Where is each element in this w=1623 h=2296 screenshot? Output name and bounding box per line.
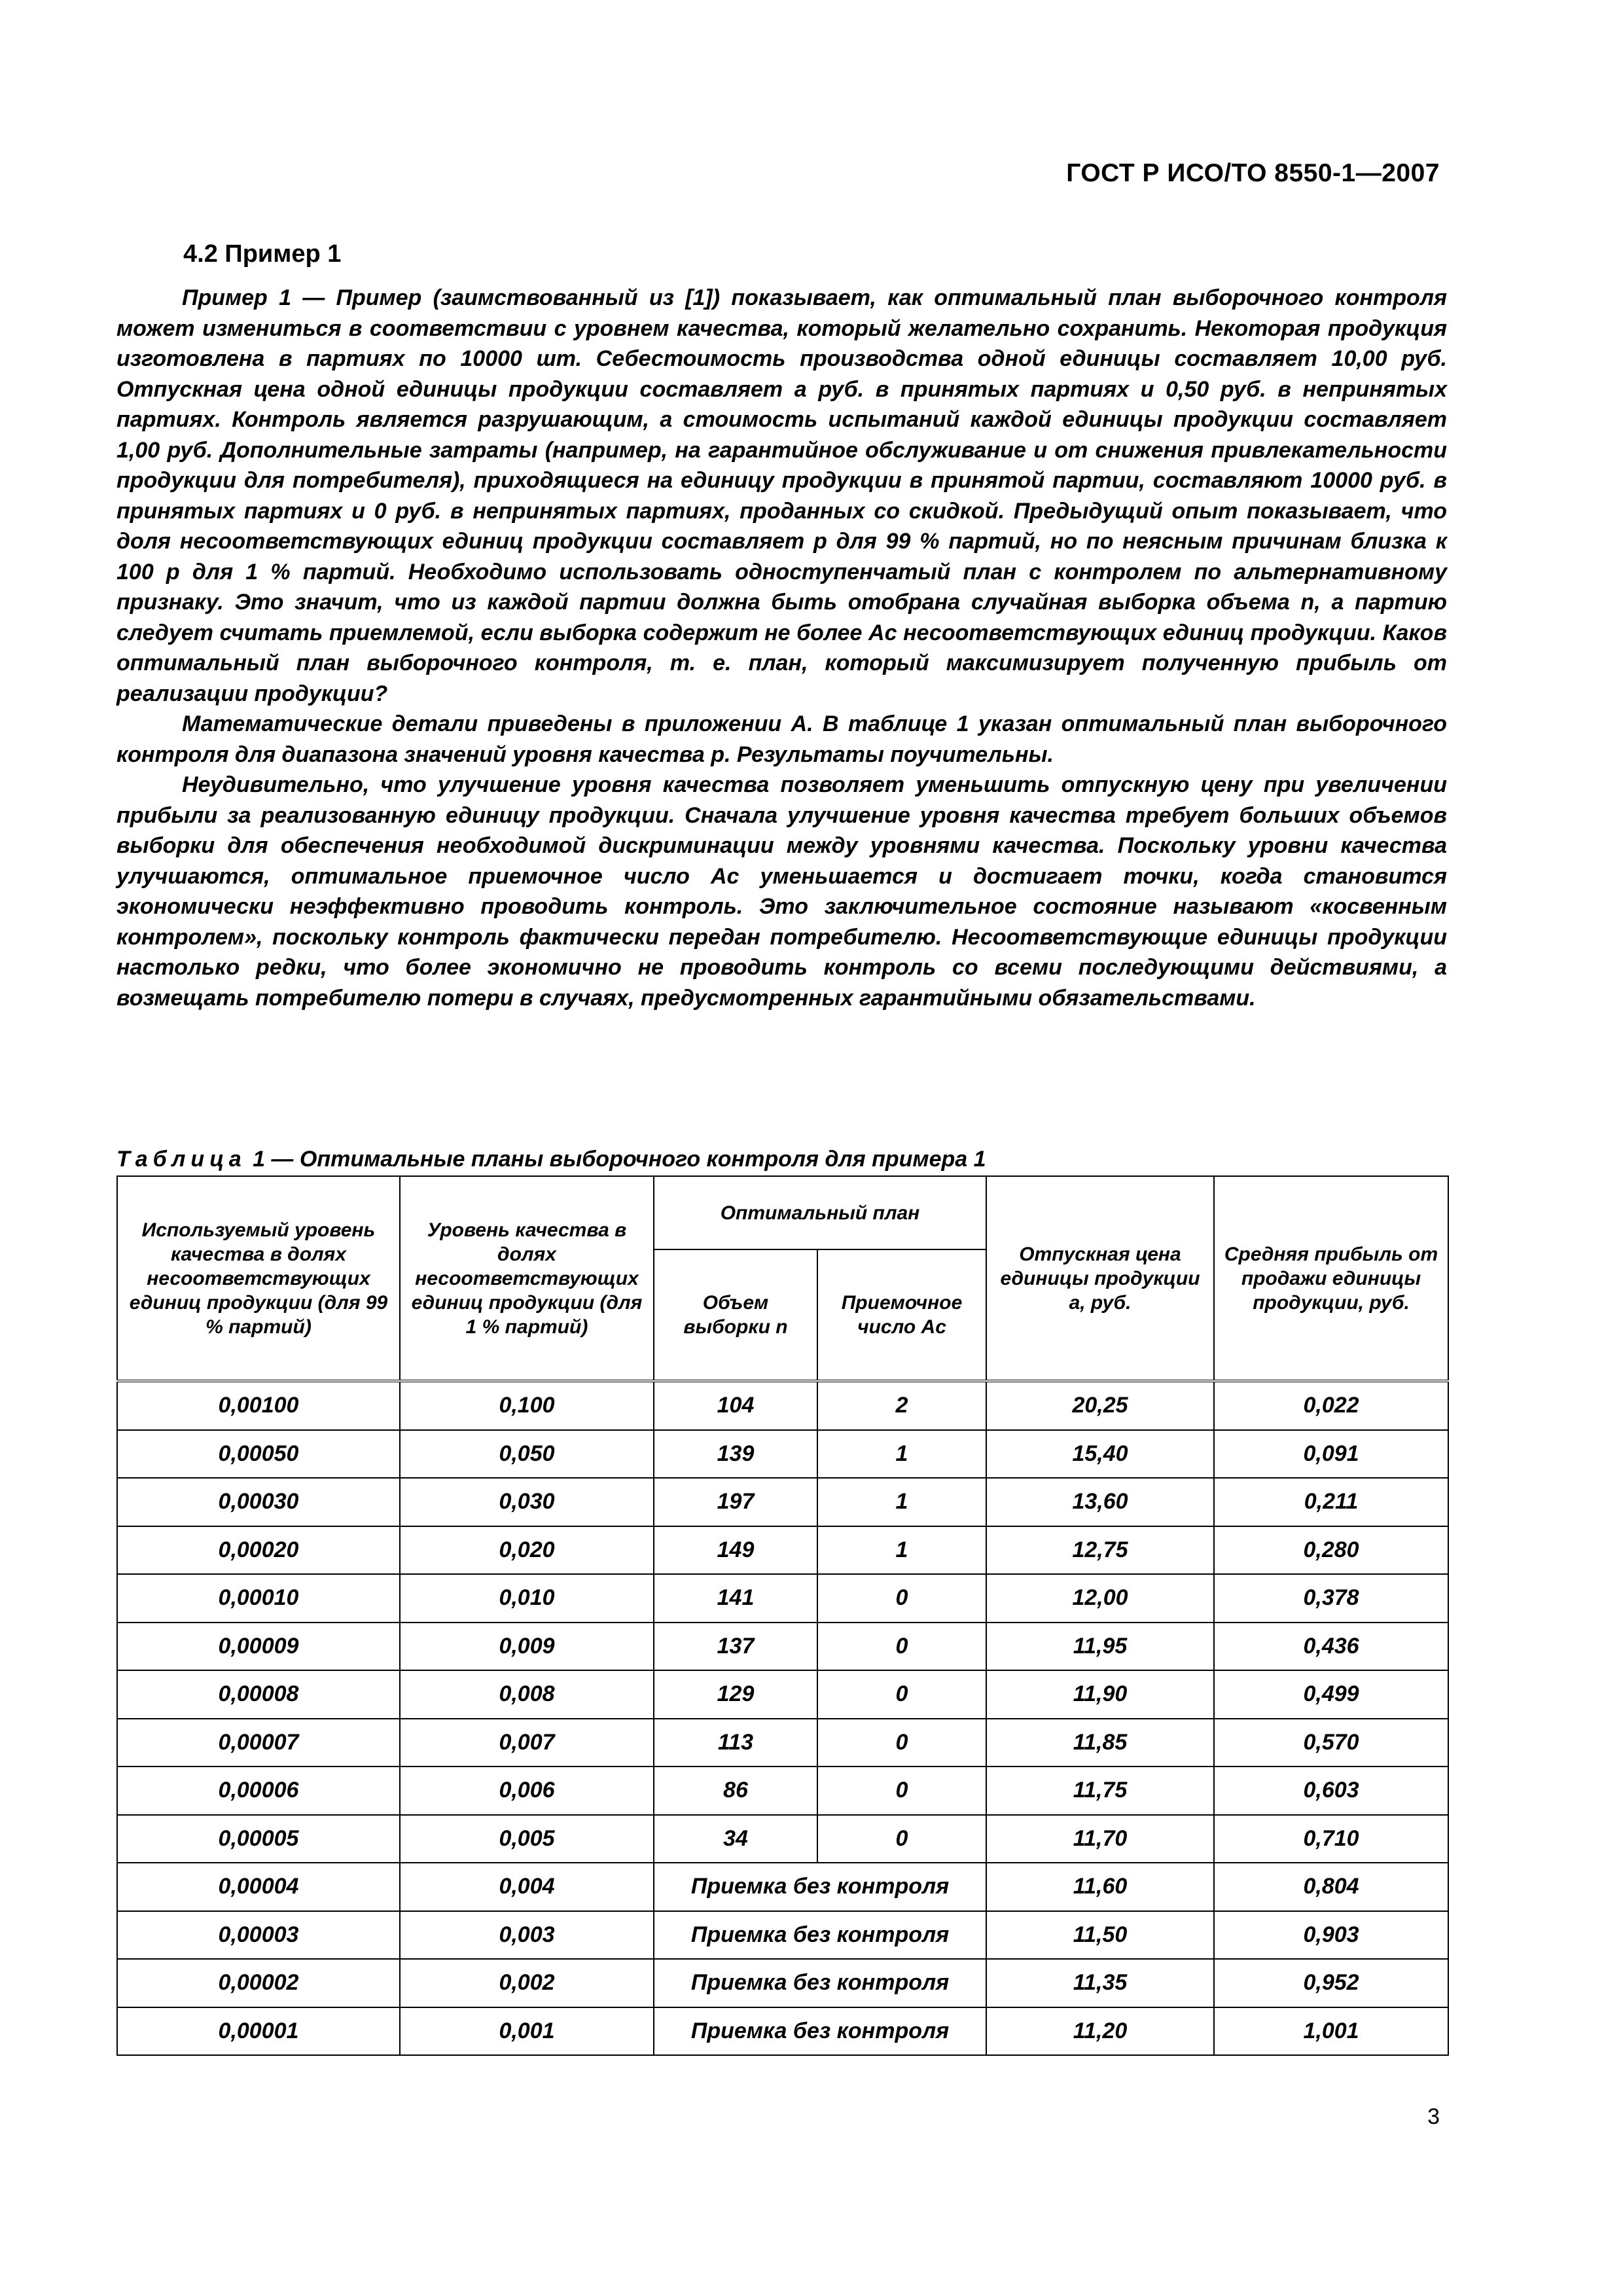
paragraph-conclusion: Неудивительно, что улучшение уровня качества позволяет уменьшить отпускную цену при увеличении прибыли за реализованную единицу продукции. Сначала улучшение уровня качества требует больших объемов выборки для обеспечения необходимой дискриминации между уровнями качества. Поскольку уровни качества улучшаются, оптимальное приемочное число Ac уменьшается и достигает точки, когда становится экономически неэффективно проводить контроль. Это заключительное состояние называют «косвенным контролем», поскольку контроль фактически передан потребителю. Несоответствующие единицы продукции настолько редки, что более экономично не проводить контроль со всеми последующими действиями, а возмещать потребителю потери в случаях, предусмотренных гарантийными обязательствами. [116, 772, 1447, 1011]
cell-acceptance-number: 2 [817, 1381, 986, 1430]
cell-plan-no-inspection: Приемка без контроля [654, 2007, 986, 2056]
cell-quality-1: 0,005 [400, 1815, 654, 1863]
cell-price: 12,75 [986, 1526, 1214, 1575]
cell-quality-1: 0,004 [400, 1863, 654, 1911]
cell-quality-99: 0,00010 [117, 1574, 400, 1623]
cell-profit: 0,280 [1214, 1526, 1448, 1575]
cell-profit: 0,091 [1214, 1430, 1448, 1479]
cell-quality-1: 0,010 [400, 1574, 654, 1623]
cell-quality-1: 0,003 [400, 1911, 654, 1960]
table-row [117, 1815, 1448, 1863]
cell-sample-size: 197 [654, 1478, 817, 1526]
cell-profit: 0,570 [1214, 1719, 1448, 1767]
cell-acceptance-number: 0 [817, 1670, 986, 1719]
table-row [117, 2007, 1448, 2056]
cell-sample-size: 104 [654, 1381, 817, 1430]
cell-quality-99: 0,00005 [117, 1815, 400, 1863]
cell-sample-size: 129 [654, 1670, 817, 1719]
cell-profit: 0,022 [1214, 1381, 1448, 1430]
cell-sample-size: 141 [654, 1574, 817, 1623]
document-code-header: ГОСТ Р ИСО/ТО 8550-1—2007 [1066, 159, 1440, 187]
cell-price: 11,90 [986, 1670, 1214, 1719]
table-row [117, 1623, 1448, 1671]
cell-profit: 0,211 [1214, 1478, 1448, 1526]
table-row [117, 1670, 1448, 1719]
cell-price: 11,60 [986, 1863, 1214, 1911]
header-quality-1: Уровень качества в долях несоответствующих единиц продукции (для 1 % партий) [400, 1176, 654, 1381]
header-profit: Средняя прибыль от продажи единицы продукции, руб. [1214, 1176, 1448, 1381]
cell-price: 12,00 [986, 1574, 1214, 1623]
cell-price: 11,70 [986, 1815, 1214, 1863]
cell-quality-99: 0,00030 [117, 1478, 400, 1526]
cell-profit: 1,001 [1214, 2007, 1448, 2056]
cell-quality-99: 0,00002 [117, 1959, 400, 2007]
page-number: 3 [1427, 2104, 1440, 2129]
cell-profit: 0,804 [1214, 1863, 1448, 1911]
cell-acceptance-number: 0 [817, 1623, 986, 1671]
cell-profit: 0,378 [1214, 1574, 1448, 1623]
table-row [117, 1767, 1448, 1815]
cell-price: 11,35 [986, 1959, 1214, 2007]
cell-price: 20,25 [986, 1381, 1214, 1430]
cell-profit: 0,710 [1214, 1815, 1448, 1863]
cell-quality-1: 0,006 [400, 1767, 654, 1815]
cell-sample-size: 34 [654, 1815, 817, 1863]
section-title: 4.2 Пример 1 [183, 240, 342, 268]
cell-sample-size: 137 [654, 1623, 817, 1671]
cell-profit: 0,952 [1214, 1959, 1448, 2007]
header-acceptance-number: Приемочное число Ac [817, 1249, 986, 1381]
cell-plan-no-inspection: Приемка без контроля [654, 1863, 986, 1911]
cell-quality-99: 0,00006 [117, 1767, 400, 1815]
cell-sample-size: 86 [654, 1767, 817, 1815]
cell-sample-size: 149 [654, 1526, 817, 1575]
table-row [117, 1430, 1448, 1479]
cell-quality-1: 0,050 [400, 1430, 654, 1479]
cell-quality-99: 0,00003 [117, 1911, 400, 1960]
cell-quality-99: 0,00008 [117, 1670, 400, 1719]
cell-acceptance-number: 1 [817, 1478, 986, 1526]
cell-acceptance-number: 0 [817, 1574, 986, 1623]
cell-price: 11,95 [986, 1623, 1214, 1671]
cell-quality-1: 0,100 [400, 1381, 654, 1430]
cell-sample-size: 139 [654, 1430, 817, 1479]
cell-quality-1: 0,030 [400, 1478, 654, 1526]
table-row [117, 1863, 1448, 1911]
cell-plan-no-inspection: Приемка без контроля [654, 1911, 986, 1960]
cell-quality-1: 0,008 [400, 1670, 654, 1719]
header-price: Отпускная цена единицы продукции a, руб. [986, 1176, 1214, 1381]
cell-acceptance-number: 1 [817, 1430, 986, 1479]
cell-quality-99: 0,00100 [117, 1381, 400, 1430]
cell-quality-1: 0,009 [400, 1623, 654, 1671]
cell-profit: 0,499 [1214, 1670, 1448, 1719]
cell-sample-size: 113 [654, 1719, 817, 1767]
cell-plan-no-inspection: Приемка без контроля [654, 1959, 986, 2007]
table-caption-text: 1 — Оптимальные планы выборочного контроля для примера 1 [246, 1147, 986, 1172]
cell-quality-1: 0,001 [400, 2007, 654, 2056]
cell-price: 15,40 [986, 1430, 1214, 1479]
cell-price: 13,60 [986, 1478, 1214, 1526]
paragraph-math-details: Математические детали приведены в приложении А. В таблице 1 указан оптимальный план выборочного контроля для диапазона значений уровня качества p. Результаты поучительны. [116, 711, 1447, 767]
paragraph-example: Пример 1 — Пример (заимствованный из [1]) показывает, как оптимальный план выборочного контроля может измениться в соответствии с уровнем качества, который желательно сохранить. Некоторая продукция изготовлена в партиях по 10000 шт. Себестоимость производства одной единицы составляет 10,00 руб. Отпускная цена одной единицы продукции составляет a руб. в принятых партиях и 0,50 руб. в непринятых партиях. Контроль является разрушающим, а стоимость испытаний каждой единицы продукции составляет 1,00 руб. Дополнительные затраты (например, на гарантийное обслуживание и от снижения привлекательности продукции для потребителя), приходящиеся на единицу продукции в принятой партии, составляют 10000 руб. в принятых партиях и 0 руб. в непринятых партиях, проданных со скидкой. Предыдущий опыт показывает, что доля несоответствующих единиц продукции составляет p для 99 % партий, но по неясным причинам близка к 100 p для 1 % партий. Необходимо использовать одноступенчатый план с контролем по альтернативному признаку. Это значит, что из каждой партии должна быть отобрана случайная выборка объема n, а партию следует считать приемлемой, если выборка содержит не более Ac несоответствующих единиц продукции. Каков оптимальный план выборочного контроля, т. е. план, который максимизирует полученную прибыль от реализации продукции? [116, 285, 1447, 706]
cell-quality-1: 0,020 [400, 1526, 654, 1575]
cell-quality-1: 0,002 [400, 1959, 654, 2007]
cell-quality-99: 0,00020 [117, 1526, 400, 1575]
table-row [117, 1381, 1448, 1430]
cell-acceptance-number: 0 [817, 1767, 986, 1815]
table-row [117, 1911, 1448, 1960]
cell-quality-1: 0,007 [400, 1719, 654, 1767]
cell-acceptance-number: 0 [817, 1719, 986, 1767]
table-row [117, 1478, 1448, 1526]
cell-quality-99: 0,00050 [117, 1430, 400, 1479]
cell-quality-99: 0,00007 [117, 1719, 400, 1767]
cell-price: 11,75 [986, 1767, 1214, 1815]
cell-quality-99: 0,00001 [117, 2007, 400, 2056]
cell-price: 11,85 [986, 1719, 1214, 1767]
cell-quality-99: 0,00004 [117, 1863, 400, 1911]
header-optimal-plan: Оптимальный план [654, 1176, 986, 1249]
cell-price: 11,50 [986, 1911, 1214, 1960]
table-row [117, 1959, 1448, 2007]
cell-quality-99: 0,00009 [117, 1623, 400, 1671]
sampling-plans-table [116, 1175, 1449, 2056]
table-row [117, 1526, 1448, 1575]
table-row [117, 1574, 1448, 1623]
table-caption [116, 1147, 986, 1172]
cell-profit: 0,603 [1214, 1767, 1448, 1815]
cell-profit: 0,903 [1214, 1911, 1448, 1960]
cell-price: 11,20 [986, 2007, 1214, 2056]
cell-profit: 0,436 [1214, 1623, 1448, 1671]
header-sample-size: Объем выборки n [654, 1249, 817, 1381]
body-text [116, 283, 1447, 1013]
cell-acceptance-number: 0 [817, 1815, 986, 1863]
header-quality-99: Используемый уровень качества в долях несоответствующих единиц продукции (для 99 % партий) [117, 1176, 400, 1381]
table-row [117, 1719, 1448, 1767]
table-body [117, 1381, 1448, 2055]
cell-acceptance-number: 1 [817, 1526, 986, 1575]
table-caption-label: Таблица [116, 1147, 247, 1172]
